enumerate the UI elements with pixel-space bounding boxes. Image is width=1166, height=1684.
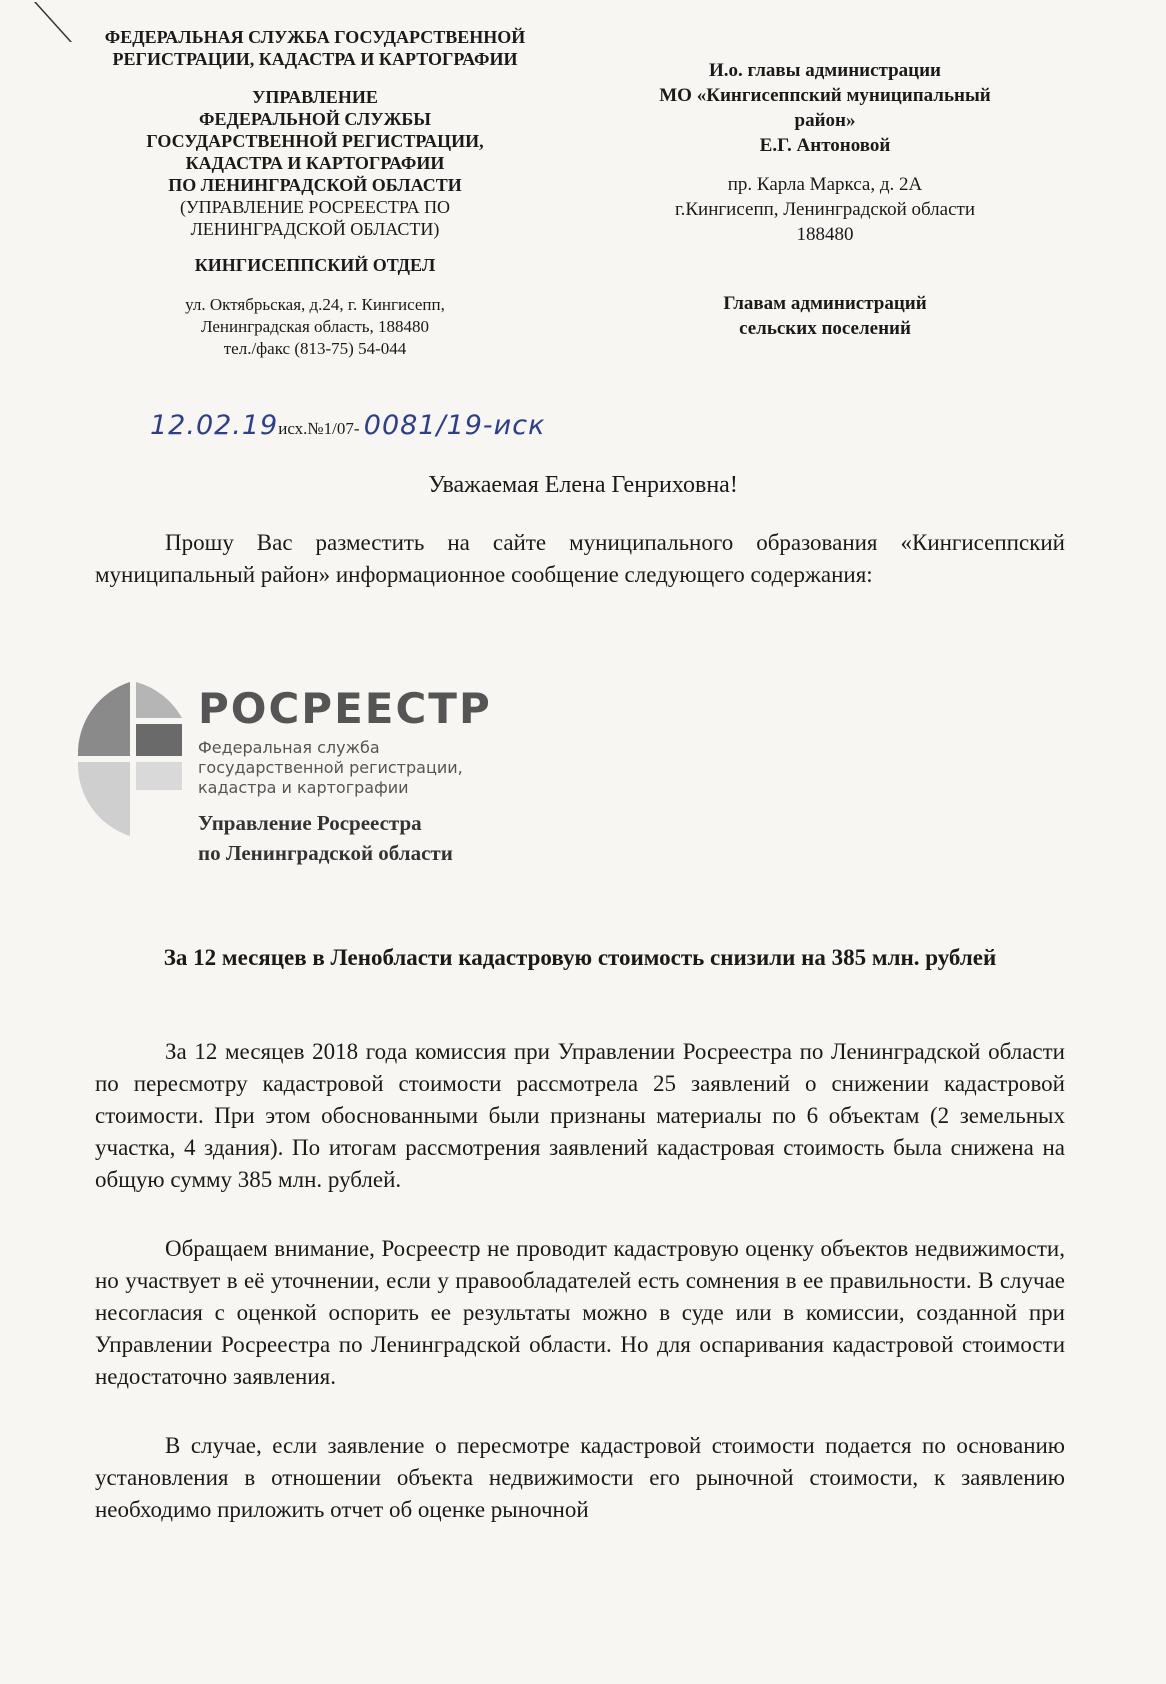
salutation: Уважаемая Елена Генриховна! bbox=[428, 472, 738, 498]
office-name: КИНГИСЕППСКИЙ ОТДЕЛ bbox=[194, 255, 436, 275]
rosreestr-emblem-icon bbox=[78, 678, 188, 838]
sender-block bbox=[70, 26, 560, 360]
logo-title: РОСРЕЕСТР bbox=[198, 684, 492, 733]
article-paragraph-3: В случае, если заявление о пересмотре кадастровой стоимости подается по основанию установления в отношении объекта недвижимости его рыночной стоимости, к заявлению необходимо приложить отчет об оценке рыночной bbox=[95, 1433, 1065, 1522]
recipient-title: И.о. главы администрации МО «Кингисеппский муниципальный район» Е.Г. Антоновой bbox=[659, 60, 991, 156]
reference-number bbox=[150, 410, 545, 441]
article-paragraph-2: Обращаем внимание, Росреестр не проводит кадастровую оценку объектов недвижимости, но участвует в её уточнении, если у правообладателей есть сомнения в ее правильности. В случае несогласия с оценкой оспорить ее результаты можно в суде или в комиссии, созданной при Управлении Росреестра по Ленинградской области. Но для оспаривания кадастровой стоимости недостаточно заявления. bbox=[95, 1236, 1065, 1389]
article-heading: За 12 месяцев в Ленобласти кадастровую стоимость снизили на 385 млн. рублей bbox=[163, 945, 997, 970]
intro-paragraph: Прошу Вас разместить на сайте муниципального образования «Кингисеппский муниципальный район» информационное сообщение следующего содержания: bbox=[95, 530, 1065, 587]
rosreestr-logo bbox=[78, 678, 538, 868]
agency-name: ФЕДЕРАЛЬНАЯ СЛУЖБА ГОСУДАРСТВЕННОЙ РЕГИСТРАЦИИ, КАДАСТРА И КАРТОГРАФИИ bbox=[104, 27, 526, 69]
second-recipient: Главам администраций сельских поселений bbox=[723, 293, 927, 339]
sender-address: ул. Октябрьская, д.24, г. Кингисепп, Ленинградская область, 188480 тел./факс (813-75) 54-044 bbox=[185, 295, 445, 358]
logo-subtitle: Федеральная служба государственной регистрации, кадастра и картографии bbox=[198, 738, 463, 797]
logo-office: Управление Росреестра по Ленинградской области bbox=[198, 811, 453, 865]
handwritten-date: 12.02.19 bbox=[150, 410, 279, 441]
article-paragraph-1: За 12 месяцев 2018 года комиссия при Управлении Росреестра по Ленинградской области по пересмотру кадастровой стоимости рассмотрела 25 заявлений о снижении кадастровой стоимости. При этом обоснованными были признаны материалы по 6 объектам (2 земельных участка, 4 здания). По итогам рассмотрения заявлений кадастровая стоимость была снижена на общую сумму 385 млн. рублей. bbox=[95, 1039, 1065, 1192]
reference-prefix: исх.№1/07- bbox=[278, 419, 360, 438]
department-short-name: (УПРАВЛЕНИЕ РОСРЕЕСТРА ПО ЛЕНИНГРАДСКОЙ ОБЛАСТИ) bbox=[179, 197, 451, 239]
recipient-block bbox=[590, 58, 1060, 341]
department-name: УПРАВЛЕНИЕ ФЕДЕРАЛЬНОЙ СЛУЖБЫ ГОСУДАРСТВЕННОЙ РЕГИСТРАЦИИ, КАДАСТРА И КАРТОГРАФИИ ПО ЛЕНИНГРАДСКОЙ ОБЛАСТИ bbox=[146, 87, 484, 195]
handwritten-number: 0081/19-иск bbox=[363, 410, 546, 441]
recipient-address: пр. Карла Маркса, д. 2А г.Кингисепп, Ленинградской области 188480 bbox=[674, 174, 976, 245]
